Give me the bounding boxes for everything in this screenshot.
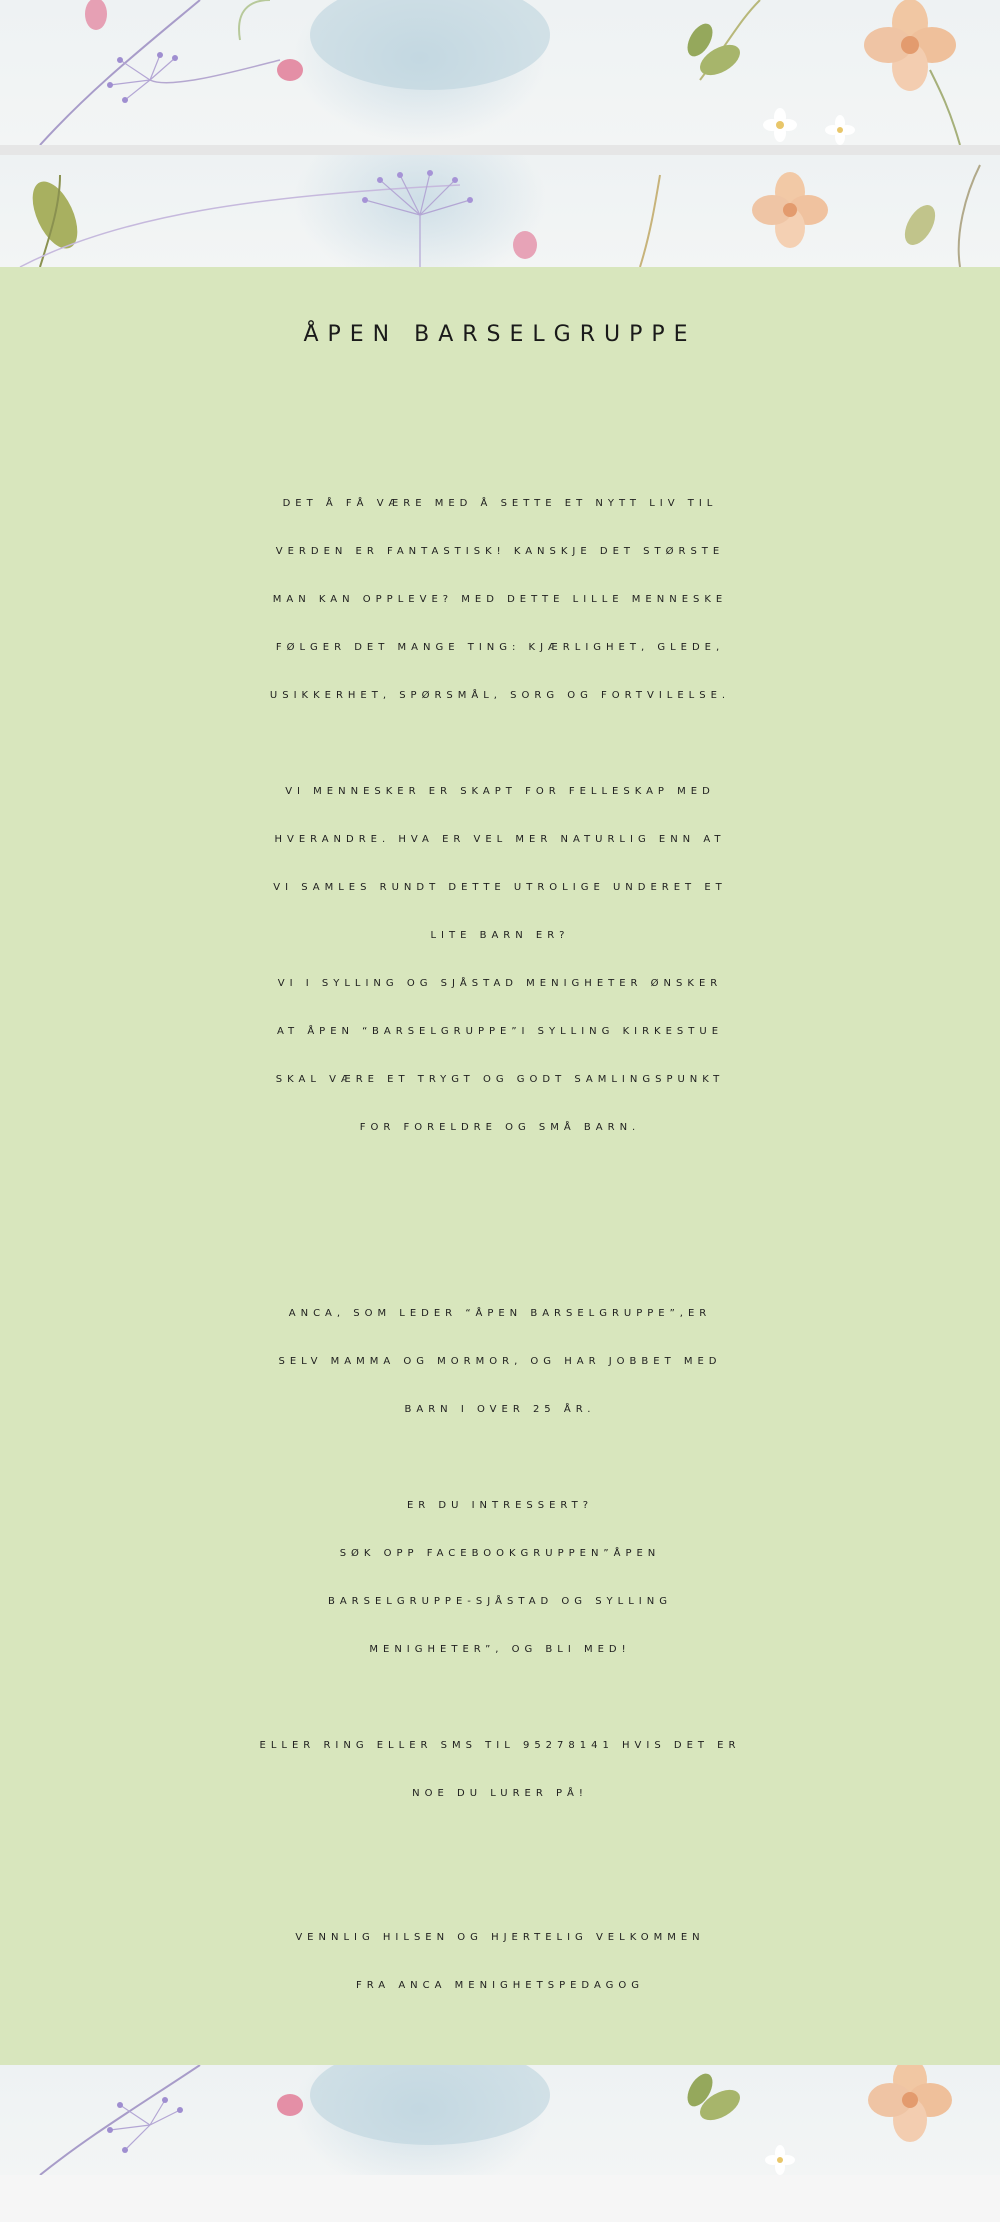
text-line: ELLER RING ELLER SMS TIL 95278141 HVIS DET ER bbox=[259, 1740, 741, 1751]
text-line: NOE DU LURER PÅ! bbox=[412, 1788, 588, 1799]
floral-footer-image bbox=[0, 2065, 1000, 2175]
paragraph-join bbox=[20, 1482, 980, 1674]
text-line: VI SAMLES RUNDT DETTE UTROLIGE UNDERET ET bbox=[273, 882, 727, 893]
floral-illustration bbox=[0, 2065, 1000, 2175]
text-line: ANCA, SOM LEDER “ÅPEN BARSELGRUPPE”,ER bbox=[288, 1308, 712, 1319]
page-title: ÅPEN BARSELGRUPPE bbox=[303, 322, 697, 347]
floral-illustration bbox=[0, 155, 1000, 267]
text-line: VI MENNESKER ER SKAPT FOR FELLESKAP MED bbox=[285, 786, 715, 797]
text-line: DET Å FÅ VÆRE MED Å SETTE ET NYTT LIV TIL bbox=[282, 498, 718, 509]
text-line: VI I SYLLING OG SJÅSTAD MENIGHETER ØNSKER bbox=[277, 978, 723, 989]
text-line: VERDEN ER FANTASTISK! KANSKJE DET STØRSTE bbox=[275, 546, 725, 557]
text-line: MENIGHETER”, OG BLI MED! bbox=[369, 1644, 631, 1655]
text-line: BARSELGRUPPE-SJÅSTAD OG SYLLING bbox=[327, 1596, 672, 1607]
text-line: BARN I OVER 25 ÅR. bbox=[404, 1404, 596, 1415]
content-panel bbox=[0, 267, 1000, 2065]
text-line: AT ÅPEN “BARSELGRUPPE”I SYLLING KIRKESTUE bbox=[276, 1026, 724, 1037]
floral-header-image bbox=[0, 0, 1000, 145]
text-line: FOR FORELDRE OG SMÅ BARN. bbox=[359, 1122, 641, 1133]
floral-border-image bbox=[0, 155, 1000, 267]
footer-strip bbox=[0, 2175, 1000, 2222]
text-line: ER DU INTRESSERT? bbox=[406, 1500, 594, 1511]
text-line: SELV MAMMA OG MORMOR, OG HAR JOBBET MED bbox=[278, 1356, 722, 1367]
paragraph-signoff bbox=[20, 1914, 980, 2010]
paragraph-congregation bbox=[20, 960, 980, 1152]
paragraph-leader bbox=[20, 1290, 980, 1434]
text-line: HVERANDRE. HVA ER VEL MER NATURLIG ENN AT bbox=[274, 834, 726, 845]
paragraph-intro bbox=[20, 480, 980, 720]
paragraph-community bbox=[20, 768, 980, 960]
text-line: LITE BARN ER? bbox=[430, 930, 570, 941]
text-line: USIKKERHET, SPØRSMÅL, SORG OG FORTVILELSE. bbox=[269, 690, 731, 701]
text-line: SØK OPP FACEBOOKGRUPPEN”ÅPEN bbox=[339, 1548, 661, 1559]
text-line: VENNLIG HILSEN OG HJERTELIG VELKOMMEN bbox=[295, 1932, 705, 1943]
text-line: FØLGER DET MANGE TING: KJÆRLIGHET, GLEDE, bbox=[275, 642, 725, 653]
text-line: FRA ANCA MENIGHETSPEDAGOG bbox=[356, 1980, 644, 1991]
floral-illustration bbox=[0, 0, 1000, 145]
text-line: MAN KAN OPPLEVE? MED DETTE LILLE MENNESKE bbox=[272, 594, 728, 605]
paragraph-contact bbox=[20, 1722, 980, 1818]
separator-line bbox=[0, 145, 1000, 155]
text-line: SKAL VÆRE ET TRYGT OG GODT SAMLINGSPUNKT bbox=[275, 1074, 725, 1085]
